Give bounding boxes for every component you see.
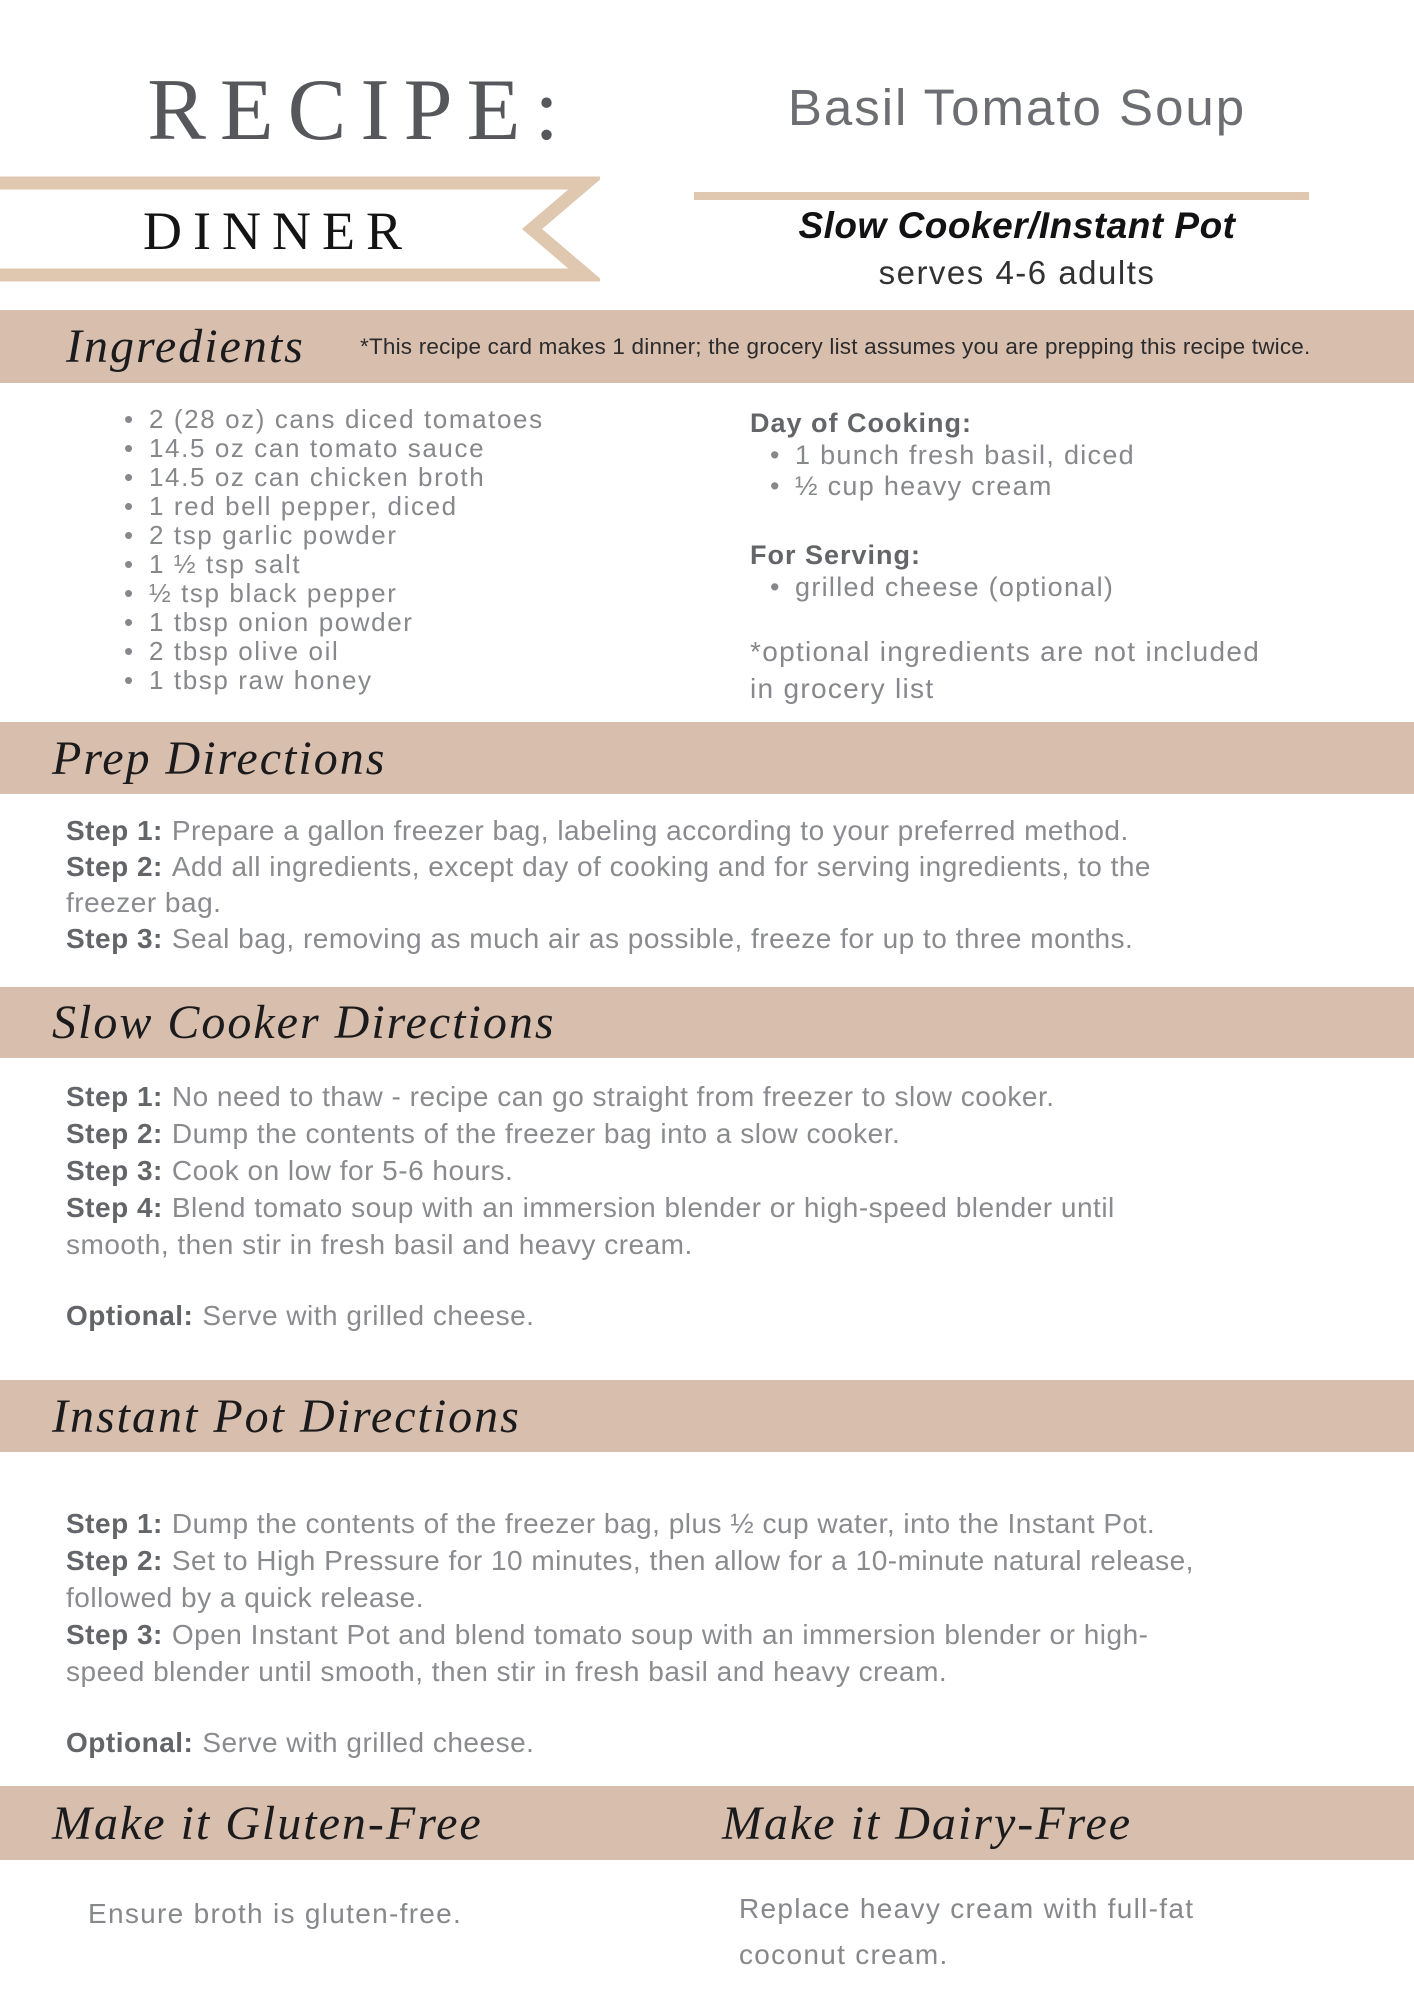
prep-directions-header-bar — [0, 722, 1414, 794]
step-label: Step 2: — [66, 1545, 163, 1576]
step-label: Step 3: — [66, 923, 163, 954]
step-text-continued: speed blender until smooth, then stir in fresh basil and heavy cream. — [66, 1656, 948, 1687]
footer-header-bar — [0, 1786, 1414, 1860]
step-text: Set to High Pressure for 10 minutes, then allow for a 10-minute natural release, — [171, 1545, 1194, 1576]
ingredient-item: • 2 tbsp olive oil — [124, 637, 544, 666]
serving-size: serves 4-6 adults — [878, 254, 1156, 291]
step-label: Step 2: — [66, 851, 163, 882]
step-label: Step 1: — [66, 1081, 163, 1112]
recipe-kicker: RECIPE: — [147, 62, 573, 159]
day-of-cooking-list — [770, 440, 1310, 502]
ingredient-item: • 14.5 oz can chicken broth — [124, 463, 544, 492]
step — [66, 1115, 1386, 1152]
ingredient-item: • grilled cheese (optional) — [770, 572, 1310, 603]
step-text: Seal bag, removing as much air as possible, freeze for up to three months. — [171, 923, 1134, 954]
step-text: Blend tomato soup with an immersion blender or high-speed blender until — [171, 1192, 1115, 1223]
for-serving-list — [770, 572, 1310, 603]
ingredients-header-bar — [0, 310, 1414, 383]
ingredients-right-column — [750, 406, 1310, 707]
ingredients-section-title: Ingredients — [66, 320, 305, 373]
step — [66, 921, 1386, 957]
step-text: Dump the contents of the freezer bag, plus ½ cup water, into the Instant Pot. — [171, 1508, 1156, 1539]
step — [66, 1542, 1386, 1616]
ingredient-item: • 1 bunch fresh basil, diced — [770, 440, 1310, 471]
step-label: Step 2: — [66, 1118, 163, 1149]
optional-label: Optional: — [66, 1300, 194, 1331]
step — [66, 1616, 1386, 1690]
optional-step — [66, 1297, 1386, 1334]
step-text-continued: smooth, then stir in fresh basil and heavy cream. — [66, 1229, 693, 1260]
slow-cooker-section-title: Slow Cooker Directions — [52, 996, 556, 1049]
step-label: Step 3: — [66, 1155, 163, 1186]
ingredient-item: • 2 tsp garlic powder — [124, 521, 544, 550]
optional-ingredients-note — [750, 633, 1310, 707]
slow-cooker-steps — [66, 1078, 1386, 1334]
gluten-free-tip: Ensure broth is gluten-free. — [88, 1898, 463, 1929]
step — [66, 813, 1386, 849]
step-text: Prepare a gallon freezer bag, labeling according to your preferred method. — [171, 815, 1129, 846]
step-text: Cook on low for 5-6 hours. — [171, 1155, 514, 1186]
day-of-cooking-heading: Day of Cooking: — [750, 408, 972, 438]
optional-label: Optional: — [66, 1727, 194, 1758]
step-text: Dump the contents of the freezer bag into a slow cooker. — [171, 1118, 901, 1149]
ingredient-item: • 1 tbsp onion powder — [124, 608, 544, 637]
recipe-title: Basil Tomato Soup — [787, 79, 1247, 136]
note-line: in grocery list — [750, 673, 935, 704]
ingredient-item: • ½ cup heavy cream — [770, 471, 1310, 502]
prep-steps — [66, 813, 1386, 957]
tip-line: Replace heavy cream with full-fat — [739, 1893, 1195, 1924]
step — [66, 1505, 1386, 1542]
step — [66, 1189, 1386, 1263]
instant-pot-header-bar — [0, 1380, 1414, 1452]
ingredient-item: • 1 red bell pepper, diced — [124, 492, 544, 521]
step-text-continued: freezer bag. — [66, 887, 222, 918]
ingredient-item: • 2 (28 oz) cans diced tomatoes — [124, 405, 544, 434]
step-label: Step 1: — [66, 815, 163, 846]
step-text: Open Instant Pot and blend tomato soup with an immersion blender or high- — [171, 1619, 1149, 1650]
note-line: *optional ingredients are not included — [750, 636, 1261, 667]
ingredient-item: • 1 ½ tsp salt — [124, 550, 544, 579]
for-serving-heading: For Serving: — [750, 540, 922, 570]
step-label: Step 3: — [66, 1619, 163, 1650]
ingredient-item: • ½ tsp black pepper — [124, 579, 544, 608]
optional-step — [66, 1724, 1386, 1761]
instant-pot-section-title: Instant Pot Directions — [52, 1389, 521, 1443]
step-label: Step 4: — [66, 1192, 163, 1223]
optional-text: Serve with grilled cheese. — [202, 1727, 535, 1758]
gluten-free-section-title: Make it Gluten-Free — [52, 1796, 483, 1850]
recipe-method-subtitle: Slow Cooker/Instant Pot — [798, 205, 1236, 246]
title-divider — [694, 192, 1309, 200]
dairy-free-section-title: Make it Dairy-Free — [722, 1796, 1133, 1850]
main-ingredient-list — [124, 405, 544, 695]
ingredients-note: *This recipe card makes 1 dinner; the grocery list assumes you are prepping this recipe twice. — [360, 333, 1311, 359]
step-text: Add all ingredients, except day of cooking and for serving ingredients, to the — [171, 851, 1151, 882]
instant-pot-steps — [66, 1505, 1386, 1761]
step-text-continued: followed by a quick release. — [66, 1582, 424, 1613]
ingredient-item: • 14.5 oz can tomato sauce — [124, 434, 544, 463]
ingredient-item: • 1 tbsp raw honey — [124, 666, 544, 695]
banner-label: DINNER — [143, 201, 413, 261]
prep-section-title: Prep Directions — [52, 731, 387, 785]
optional-text: Serve with grilled cheese. — [202, 1300, 535, 1331]
step — [66, 1152, 1386, 1189]
tip-line: coconut cream. — [739, 1939, 949, 1970]
step-text: No need to thaw - recipe can go straight from freezer to slow cooker. — [171, 1081, 1055, 1112]
step — [66, 849, 1386, 921]
slow-cooker-header-bar — [0, 987, 1414, 1058]
step — [66, 1078, 1386, 1115]
dairy-free-tip — [739, 1886, 1194, 1978]
step-label: Step 1: — [66, 1508, 163, 1539]
